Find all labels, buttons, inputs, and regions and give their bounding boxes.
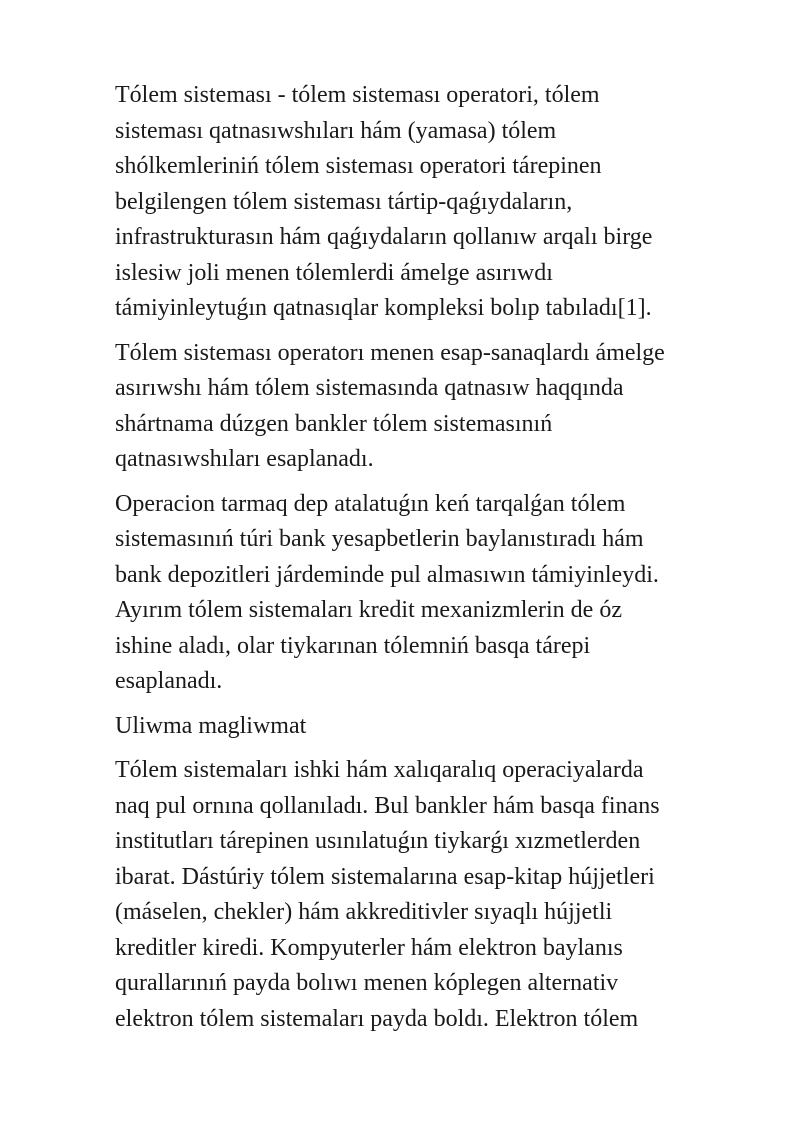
section-heading: Uliwma magliwmat	[115, 712, 307, 739]
paragraph-general-info: Tólem sistemaları ishki hám xalıqaralıq operaciyalarda naq pul ornına qollanıladı. Bul bankler hám basqa finans institutları tárepinen usınılatuǵın tiykarǵı xızmetlerden ibarat. Dástúriy tólem sistemalarına esap-kitap hújjetleri (máselen, chekler) hám akkreditivler sıyaqlı hújjetli kreditler kiredi. Kompyuterler hám elektron baylanıs qurallarınıń payda bolıwı menen kóplegen alternativ elektron tólem sistemaları payda boldı. Elektron tólem	[115, 757, 660, 1032]
document-page	[115, 78, 755, 1046]
paragraph-operational-network: Operacion tarmaq dep atalatuǵın keń tarqalǵan tólem sistemasınıń túri bank yesapbetlerin baylanıstıradı hám bank depozitleri járdeminde pul almasıwın támiyinleydi. Ayırım tólem sistemaları kredit mexanizmlerin de óz ishine aladı, olar tiykarınan tólemniń basqa tárepi esaplanadı.	[115, 490, 659, 694]
paragraph-definition: Tólem sisteması - tólem sisteması operatori, tólem sisteması qatnasıwshıları hám (yamasa) tólem shólkemleriniń tólem sisteması operatori tárepinen belgilengen tólem sisteması tártip-qaǵıydaların, infrastrukturasın hám qaǵıydaların qollanıw arqalı birge islesiw joli menen tólemlerdi ámelge asırıwdı támiyinleytuǵın qatnasıqlar kompleksi bolıp tabıladı[1].	[115, 82, 653, 321]
paragraph-participants: Tólem sisteması operatorı menen esap-sanaqlardı ámelge asırıwshı hám tólem sistemasında qatnasıw haqqında shártnama dúzgen bankler tólem sistemasınıń qatnasıwshıları esaplanadı.	[115, 339, 665, 472]
